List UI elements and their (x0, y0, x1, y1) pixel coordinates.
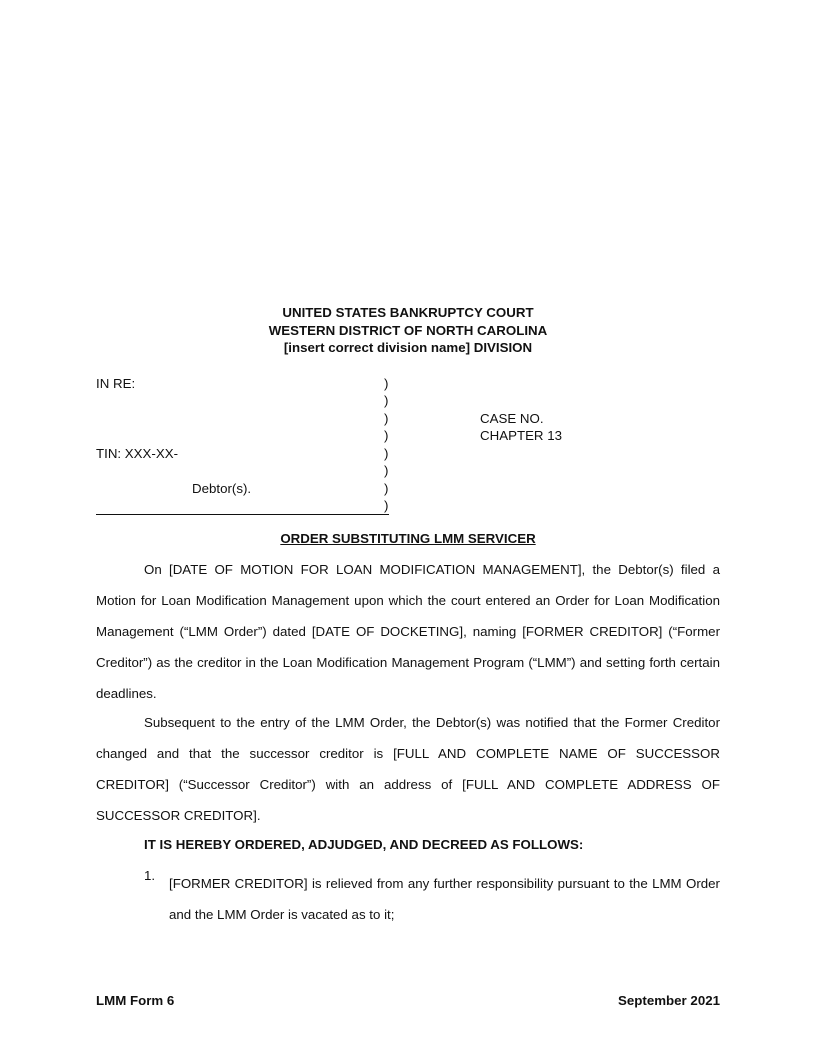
debtors-label: Debtor(s). (192, 481, 252, 496)
caption-paren: ) (384, 446, 389, 461)
caption-paren: ) (384, 411, 389, 426)
in-re-label: IN RE: (96, 376, 136, 391)
decree-heading: IT IS HEREBY ORDERED, ADJUDGED, AND DECREED AS FOLLOWS: (144, 837, 584, 852)
paragraph-successor: Subsequent to the entry of the LMM Order, the Debtor(s) was notified that the Former Creditor changed and that the successor creditor is [FULL AND COMPLETE NAME OF SUCCESSOR CREDITOR] (“Successor Creditor”) with an address of [FULL AND COMPLETE ADDRESS OF SUCCESSOR CREDITOR]. (96, 715, 720, 823)
item-text: [FORMER CREDITOR] is relieved from any further responsibility pursuant to the LMM Order and the LMM Order is vacated as to it; (169, 876, 720, 922)
form-date: September 2021 (618, 993, 720, 1008)
caption-paren: ) (384, 376, 389, 391)
tin-label: TIN: XXX-XX- (96, 446, 179, 461)
court-heading (0, 304, 816, 357)
caption-paren: ) (384, 393, 389, 408)
caption-paren: ) (384, 428, 389, 443)
form-label: LMM Form 6 (96, 993, 175, 1008)
order-title: ORDER SUBSTITUTING LMM SERVICER (280, 531, 536, 546)
court-division: [insert correct division name] DIVISION (283, 340, 533, 355)
case-number-label: CASE NO. (480, 411, 544, 426)
item-number: 1. (144, 868, 156, 883)
chapter-label: CHAPTER 13 (480, 428, 563, 443)
caption-paren: ) (384, 481, 389, 496)
caption-underline (96, 514, 389, 515)
paragraph-motion: On [DATE OF MOTION FOR LOAN MODIFICATION MANAGEMENT], the Debtor(s) filed a Motion for Loan Modification Management upon which the court entered an Order for Loan Modification Management (“LMM Order”) dated [DATE OF DOCKETING], naming [FORMER CREDITOR] (“Former Creditor”) as the creditor in the Loan Modification Management Program (“LMM”) and setting forth certain deadlines. (96, 562, 720, 701)
caption-paren: ) (384, 498, 389, 513)
court-district: WESTERN DISTRICT OF NORTH CAROLINA (268, 322, 548, 338)
court-name: UNITED STATES BANKRUPTCY COURT (282, 305, 534, 320)
caption-paren: ) (384, 463, 389, 478)
